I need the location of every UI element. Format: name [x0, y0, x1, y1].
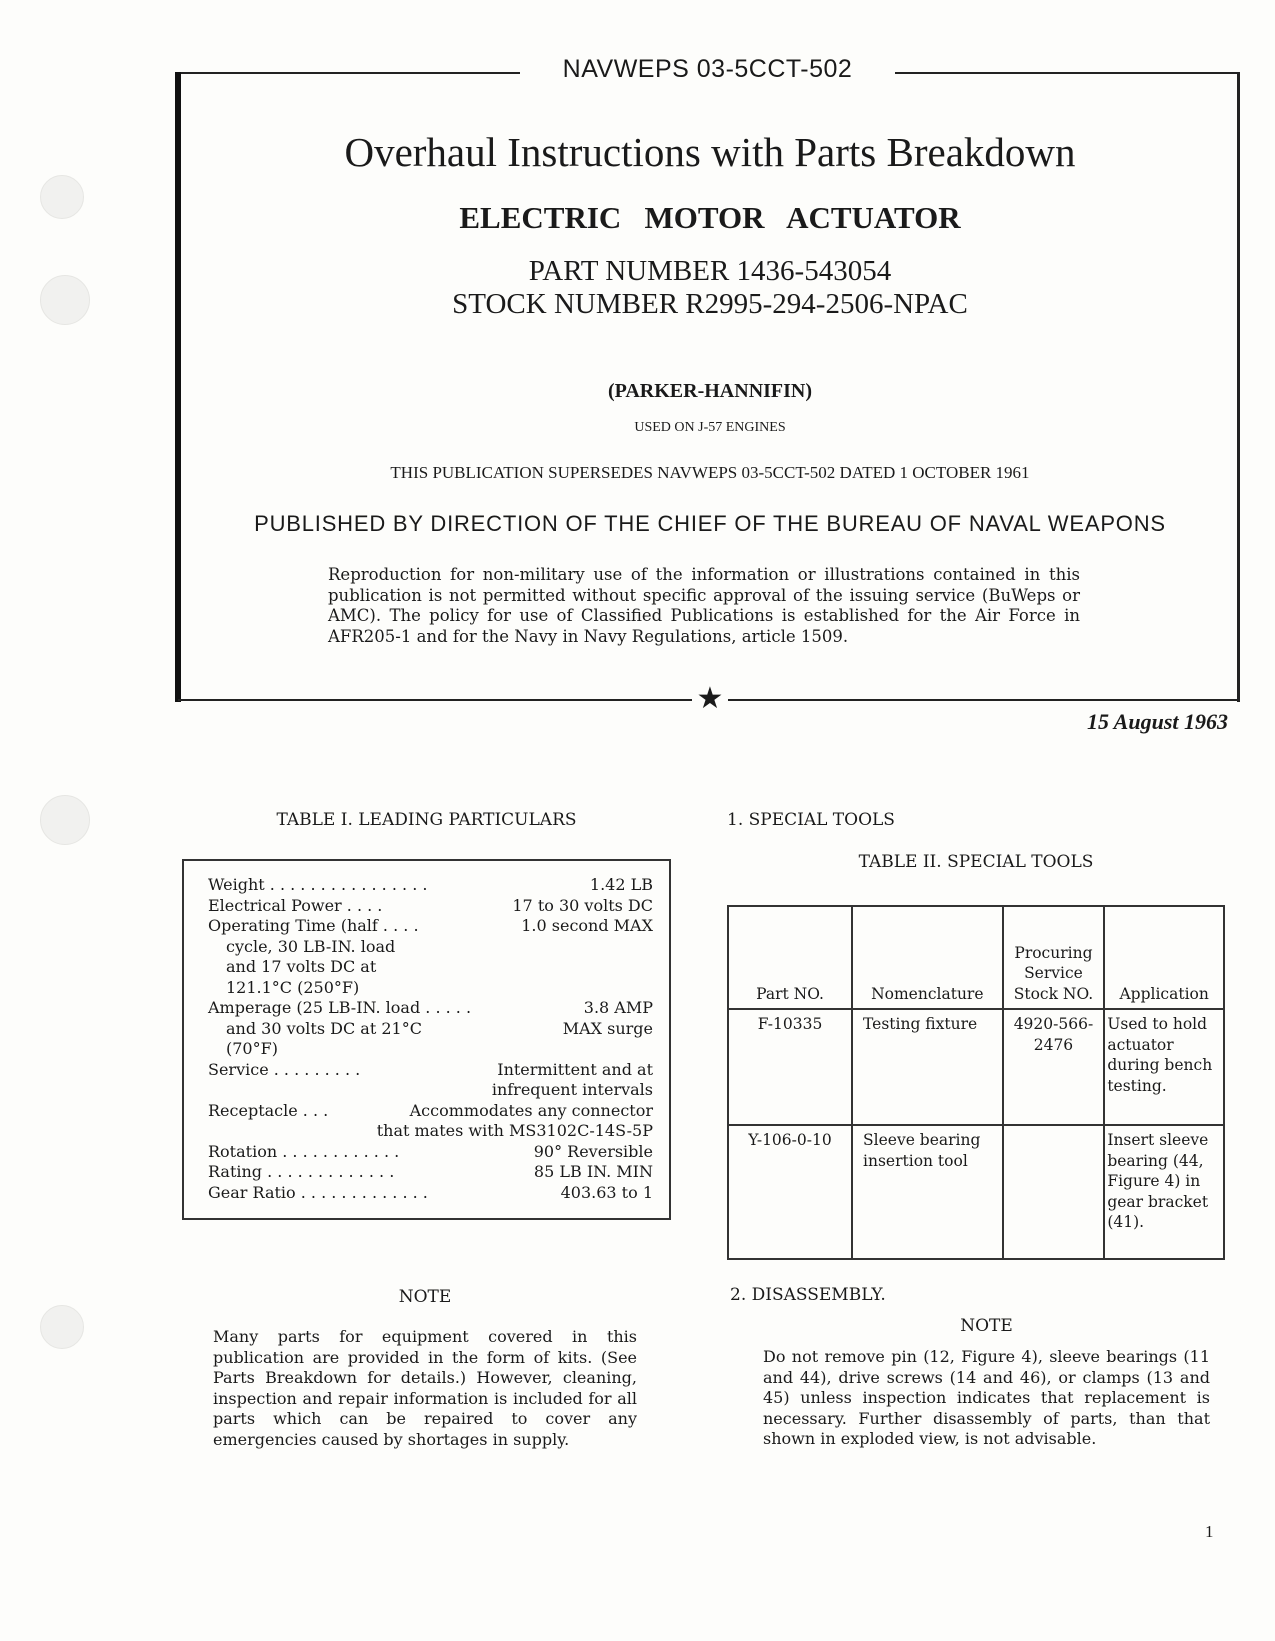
section-disassembly: 2. DISASSEMBLY.	[730, 1285, 886, 1305]
note-text: Do not remove pin (12, Figure 4), sleeve bearings (11 and 44), drive screws (14 and 46), or clamps (13 and 45) unless inspection indicates that replacement is necessary. Further disassembly of parts, than that shown in exploded view, is not advisable.	[763, 1347, 1210, 1448]
particular-label: Rating . . . . . . . . . . . . .	[208, 1162, 395, 1181]
table1-title: TABLE I. LEADING PARTICULARS	[276, 810, 577, 830]
particular-value-cont: MAX surge	[562, 1018, 653, 1038]
particular-label: Weight . . . . . . . . . . . . . . . .	[208, 875, 428, 894]
cell-nomenclature: Sleeve bearing insertion tool	[852, 1125, 1003, 1259]
particular-label-cont: and 30 volts DC at 21°C	[226, 1018, 422, 1038]
particular-value: 403.63 to 1	[560, 1182, 653, 1202]
table-row	[728, 1125, 1224, 1259]
particular-row	[208, 1101, 653, 1122]
publication-date: 15 August 1963	[1086, 709, 1228, 734]
particular-label: Electrical Power . . . .	[208, 895, 383, 915]
particular-label: Service . . . . . . . . .	[208, 1059, 361, 1079]
particular-label-cont: and 17 volts DC at	[226, 957, 377, 976]
section-special-tools: 1. SPECIAL TOOLS	[727, 810, 895, 830]
cell-application: Insert sleeve bearing (44, Figure 4) in gear bracket (41).	[1104, 1125, 1224, 1259]
table-row	[728, 1009, 1224, 1125]
punch-hole	[40, 1305, 84, 1349]
particular-label-cont: 121.1°C (250°F)	[226, 977, 360, 997]
page-title: Overhaul Instructions with Parts Breakdown	[344, 129, 1076, 175]
punch-hole	[40, 175, 84, 219]
particular-row	[208, 1142, 653, 1163]
punch-hole	[40, 795, 90, 845]
cell-application: Used to hold actuator during bench testing.	[1104, 1009, 1224, 1125]
particular-value: Intermittent and at	[497, 1059, 653, 1079]
spacer	[208, 1121, 226, 1142]
star-icon: ★	[692, 682, 728, 716]
particular-label: Rotation . . . . . . . . . . . .	[208, 1141, 400, 1161]
particular-value: 90° Reversible	[533, 1141, 653, 1161]
subtitle: ELECTRIC MOTOR ACTUATOR	[459, 200, 961, 235]
column-header: Part NO.	[728, 906, 852, 1009]
particular-row	[208, 875, 653, 896]
spacer	[208, 1080, 226, 1101]
manufacturer: (PARKER-HANNIFIN)	[607, 380, 813, 402]
leading-particulars-table	[182, 859, 671, 1220]
cell-stock-no	[1003, 1125, 1105, 1259]
cell-stock-no: 4920-566-2476	[1003, 1009, 1105, 1125]
particular-value: Accommodates any connector	[409, 1100, 653, 1120]
document-number: NAVWEPS 03-5CCT-502	[520, 55, 895, 84]
published-by: PUBLISHED BY DIRECTION OF THE CHIEF OF THE BUREAU OF NAVAL WEAPONS	[254, 511, 1166, 536]
part-number: PART NUMBER 1436-543054	[528, 255, 892, 287]
particular-label: Amperage (25 LB-IN. load . . . . .	[208, 998, 472, 1017]
note-text: Many parts for equipment covered in this publication are provided in the form of kits. (See Parts Breakdown for details.) However, cleaning, inspection and repair information is included for all parts which can be repaired to cover any emergencies caused by shortages in supply.	[213, 1327, 637, 1449]
supersedes-note: THIS PUBLICATION SUPERSEDES NAVWEPS 03-5CCT-502 DATED 1 OCTOBER 1961	[390, 463, 1030, 482]
column-header: Application	[1104, 906, 1224, 1009]
particular-row	[208, 896, 653, 917]
cell-part-no: Y-106-0-10	[728, 1125, 852, 1259]
particular-label-cont: (70°F)	[226, 1039, 278, 1058]
punch-hole	[40, 275, 90, 325]
particular-label: Operating Time (half . . . .	[208, 916, 419, 935]
particular-row	[208, 998, 653, 1019]
particular-value: 1.0 second MAX	[521, 916, 653, 935]
note-heading: NOTE	[398, 1287, 452, 1307]
particular-value: 1.42 LB	[589, 875, 653, 894]
particular-value-cont: that mates with MS3102C-14S-5P	[376, 1121, 653, 1140]
table2-title: TABLE II. SPECIAL TOOLS	[858, 852, 1094, 872]
particular-value: 3.8 AMP	[583, 998, 653, 1017]
column-header: Nomenclature	[852, 906, 1003, 1009]
cell-part-no: F-10335	[728, 1009, 852, 1125]
cell-nomenclature: Testing fixture	[852, 1009, 1003, 1125]
note-heading: NOTE	[960, 1316, 1013, 1336]
particular-row	[208, 916, 653, 937]
special-tools-table	[727, 905, 1225, 1260]
page-number: 1	[1205, 1522, 1214, 1541]
particular-row	[208, 1162, 653, 1183]
particular-label: Receptacle . . .	[208, 1100, 329, 1120]
particular-value-cont: infrequent intervals	[491, 1080, 653, 1099]
particular-row	[208, 1183, 653, 1204]
used-on: USED ON J-57 ENGINES	[634, 420, 786, 435]
particular-label-cont: cycle, 30 LB-IN. load	[226, 936, 396, 956]
reproduction-notice: Reproduction for non-military use of the information or illustrations contained in this publication is not permitted without specific approval of the issuing service (BuWeps or AMC). The policy for use of Classified Publications is established for the Air Force in AFR205-1 and for the Navy in Navy Regulations, article 1509.	[328, 565, 1080, 646]
particular-label: Gear Ratio . . . . . . . . . . . . .	[208, 1182, 428, 1202]
particular-row	[208, 1060, 653, 1081]
column-header: Procuring Service Stock NO.	[1003, 906, 1105, 1009]
particular-value: 17 to 30 volts DC	[512, 895, 653, 915]
particular-value: 85 LB IN. MIN	[533, 1162, 653, 1181]
stock-number: STOCK NUMBER R2995-294-2506-NPAC	[452, 288, 968, 320]
